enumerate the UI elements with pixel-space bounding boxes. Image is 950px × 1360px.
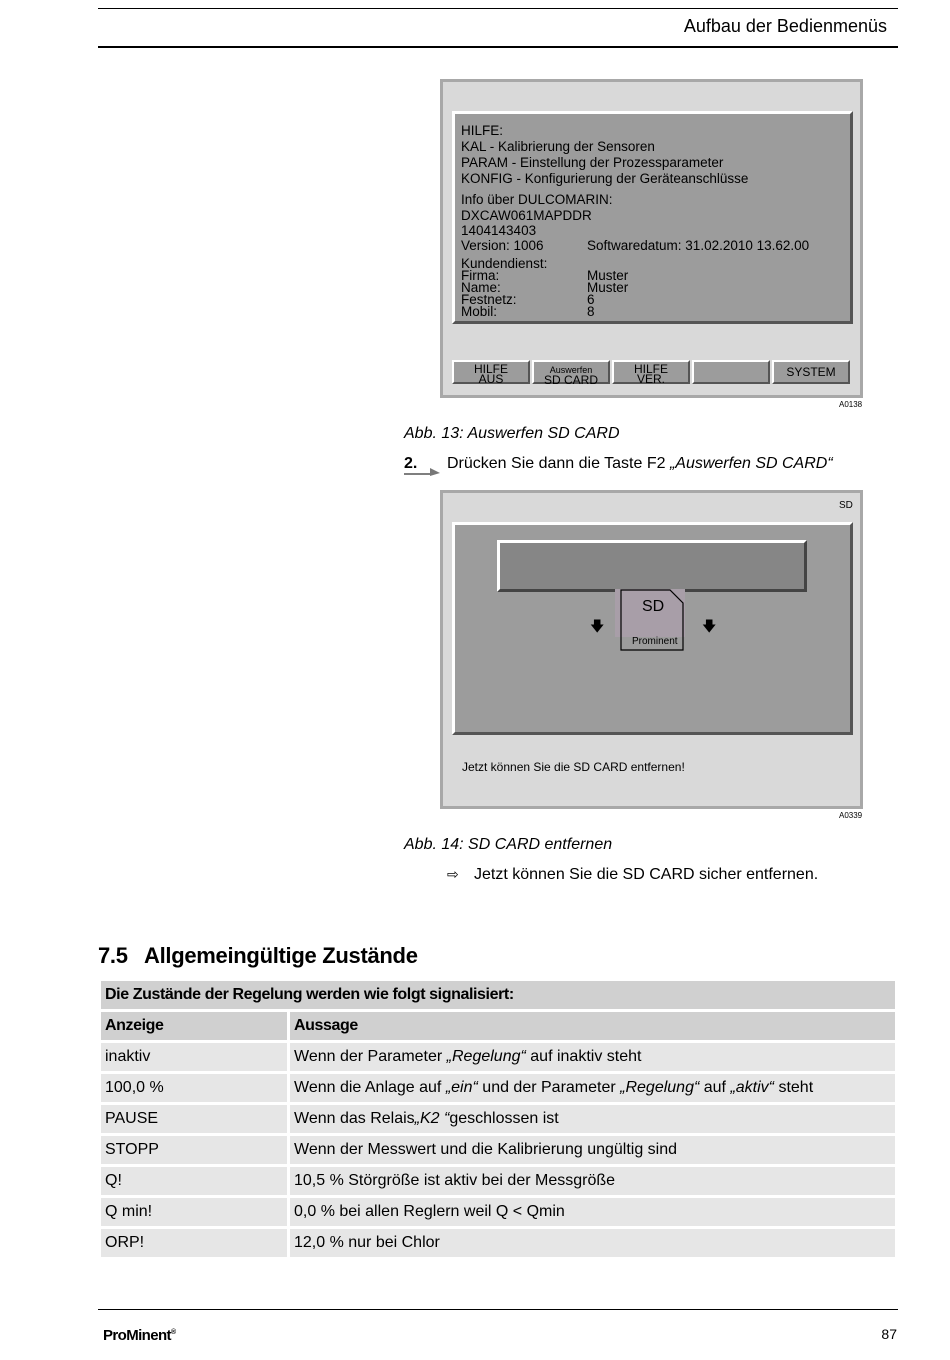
fkey-hilfe-aus[interactable] [452, 360, 530, 384]
aussage-segment: Wenn der Messwert und die Kalibrierung ungültig sind [294, 1141, 678, 1158]
step-instruction [447, 455, 833, 473]
figure13-id: A0138 [839, 400, 863, 409]
anzeige-cell: 100,0 % [101, 1074, 287, 1102]
page-number: 87 [881, 1326, 897, 1342]
step-key-name: „Auswerfen SD CARD“ [669, 455, 833, 472]
section-heading [98, 943, 418, 969]
figure13-screen [440, 79, 863, 398]
service-heading: Kundendienst: [461, 256, 548, 271]
figure14-message: Jetzt können Sie die SD CARD entfernen! [462, 760, 685, 774]
table-header-row [101, 1012, 895, 1040]
fkey3-line1: HILFE [633, 362, 668, 376]
aussage-segment: und der Parameter [477, 1079, 621, 1096]
figure14-display [452, 522, 853, 735]
left-down-arrow-icon: 🡇 [590, 618, 605, 634]
aussage-cell [290, 1198, 895, 1226]
aussage-cell [290, 1229, 895, 1257]
figure14-caption: Abb. 14: SD CARD entfernen [404, 836, 613, 853]
result-arrow-icon: ⇨ [447, 866, 459, 882]
fkey1-line2: AUS [478, 372, 504, 386]
info-heading: Info über DULCOMARIN: [461, 192, 613, 207]
table-row [101, 1198, 895, 1226]
help-heading: HILFE: [461, 123, 504, 138]
section-number: 7.5 [98, 943, 128, 968]
aussage-segment: „aktiv“ [730, 1079, 774, 1096]
aussage-segment: Wenn das Relais [294, 1110, 415, 1127]
help-line-param: PARAM - Einstellung der Prozessparameter [461, 155, 724, 170]
figure14-corner-label: SD [839, 500, 853, 511]
sd-card-icon [615, 589, 687, 649]
service-mobil-value: 8 [587, 304, 595, 319]
help-line-kal: KAL - Kalibrierung der Sensoren [461, 139, 655, 154]
aussage-segment: Wenn der Parameter [294, 1048, 447, 1065]
aussage-segment: Wenn die Anlage auf [294, 1079, 446, 1096]
step-arrow-icon [404, 466, 440, 476]
aussage-segment: steht [774, 1079, 814, 1096]
version-label: Version: 1006 [461, 238, 544, 253]
aussage-cell [290, 1105, 895, 1133]
step-text-prefix: Drücken Sie dann die Taste F2 [447, 455, 670, 472]
anzeige-cell: Q min! [101, 1198, 287, 1226]
fkey-system[interactable] [772, 360, 850, 384]
table-intro: Die Zustände der Regelung werden wie folgt signalisiert: [101, 981, 895, 1009]
fkey3-line2: VER. [636, 372, 665, 386]
fkey-empty[interactable] [692, 360, 770, 384]
header-title: Aufbau der Bedienmenüs [683, 16, 887, 36]
table-row [101, 1167, 895, 1195]
help-line-konfig: KONFIG - Konfigurierung der Geräteanschlüsse [461, 171, 749, 186]
table-row [101, 1229, 895, 1257]
header-bottom-rule [98, 46, 898, 48]
table-row [101, 1074, 895, 1102]
right-down-arrow-icon: 🡇 [702, 618, 717, 634]
aussage-segment: „K2 “ [414, 1110, 450, 1127]
logo-registered-mark: ® [170, 1329, 176, 1336]
service-name-value: Muster [587, 280, 629, 295]
states-table [98, 978, 898, 1260]
table-row [101, 1136, 895, 1164]
fkey2-line1: Auswerfen [549, 365, 593, 375]
anzeige-cell: STOPP [101, 1136, 287, 1164]
device-code: DXCAW061MAPDDR [461, 208, 592, 223]
fkey-auswerfen-sd-card[interactable] [532, 360, 610, 387]
sd-card-label: SD [642, 598, 665, 615]
software-date: Softwaredatum: 31.02.2010 13.62.00 [587, 238, 810, 253]
card-slot [497, 540, 807, 592]
service-firma-value: Muster [587, 268, 629, 283]
aussage-cell [290, 1074, 895, 1102]
serial-number: 1404143403 [461, 223, 537, 238]
header-anzeige: Anzeige [101, 1012, 287, 1040]
aussage-segment: geschlossen ist [449, 1110, 559, 1127]
aussage-segment: „Regelung“ [446, 1048, 526, 1065]
service-mobil-label: Mobil: [461, 304, 498, 319]
fkey5-label: SYSTEM [786, 365, 836, 379]
section-title: Allgemeingültige Zustände [144, 943, 418, 968]
aussage-segment: „ein“ [445, 1079, 478, 1096]
aussage-cell [290, 1167, 895, 1195]
step-number: 2. [404, 455, 418, 472]
service-festnetz-label: Festnetz: [461, 292, 517, 307]
header-top-rule [98, 8, 898, 9]
table-row [101, 1043, 895, 1071]
anzeige-cell: Q! [101, 1167, 287, 1195]
anzeige-cell: PAUSE [101, 1105, 287, 1133]
fkey1-line1: HILFE [473, 362, 508, 376]
aussage-segment: 12,0 % nur bei Chlor [294, 1234, 440, 1251]
aussage-segment: 0,0 % bei allen Reglern weil Q < Qmin [294, 1203, 565, 1220]
fkey2-line2: SD CARD [543, 373, 598, 387]
figure13-display [452, 111, 853, 324]
footer-rule [98, 1309, 898, 1310]
aussage-segment: 10,5 % Störgröße ist aktiv bei der Messgröße [294, 1172, 616, 1189]
service-firma-label: Firma: [461, 268, 500, 283]
table-intro-row [101, 981, 895, 1009]
header-aussage: Aussage [290, 1012, 895, 1040]
figure14-id: A0339 [839, 811, 863, 820]
aussage-segment: auf [699, 1079, 731, 1096]
service-festnetz-value: 6 [587, 292, 595, 307]
sd-card-brand: Prominent [632, 636, 678, 647]
service-name-label: Name: [461, 280, 501, 295]
result-text: Jetzt können Sie die SD CARD sicher entfernen. [474, 866, 819, 883]
figure14-screen [440, 490, 863, 809]
aussage-segment: auf inaktiv steht [525, 1048, 642, 1065]
anzeige-cell: ORP! [101, 1229, 287, 1257]
table-row [101, 1105, 895, 1133]
fkey-hilfe-ver[interactable] [612, 360, 690, 384]
anzeige-cell: inaktiv [101, 1043, 287, 1071]
figure13-caption: Abb. 13: Auswerfen SD CARD [404, 425, 620, 442]
logo-text: ProMinent [103, 1327, 171, 1344]
aussage-cell [290, 1043, 895, 1071]
aussage-cell [290, 1136, 895, 1164]
prominent-logo [103, 1327, 176, 1344]
aussage-segment: „Regelung“ [620, 1079, 700, 1096]
